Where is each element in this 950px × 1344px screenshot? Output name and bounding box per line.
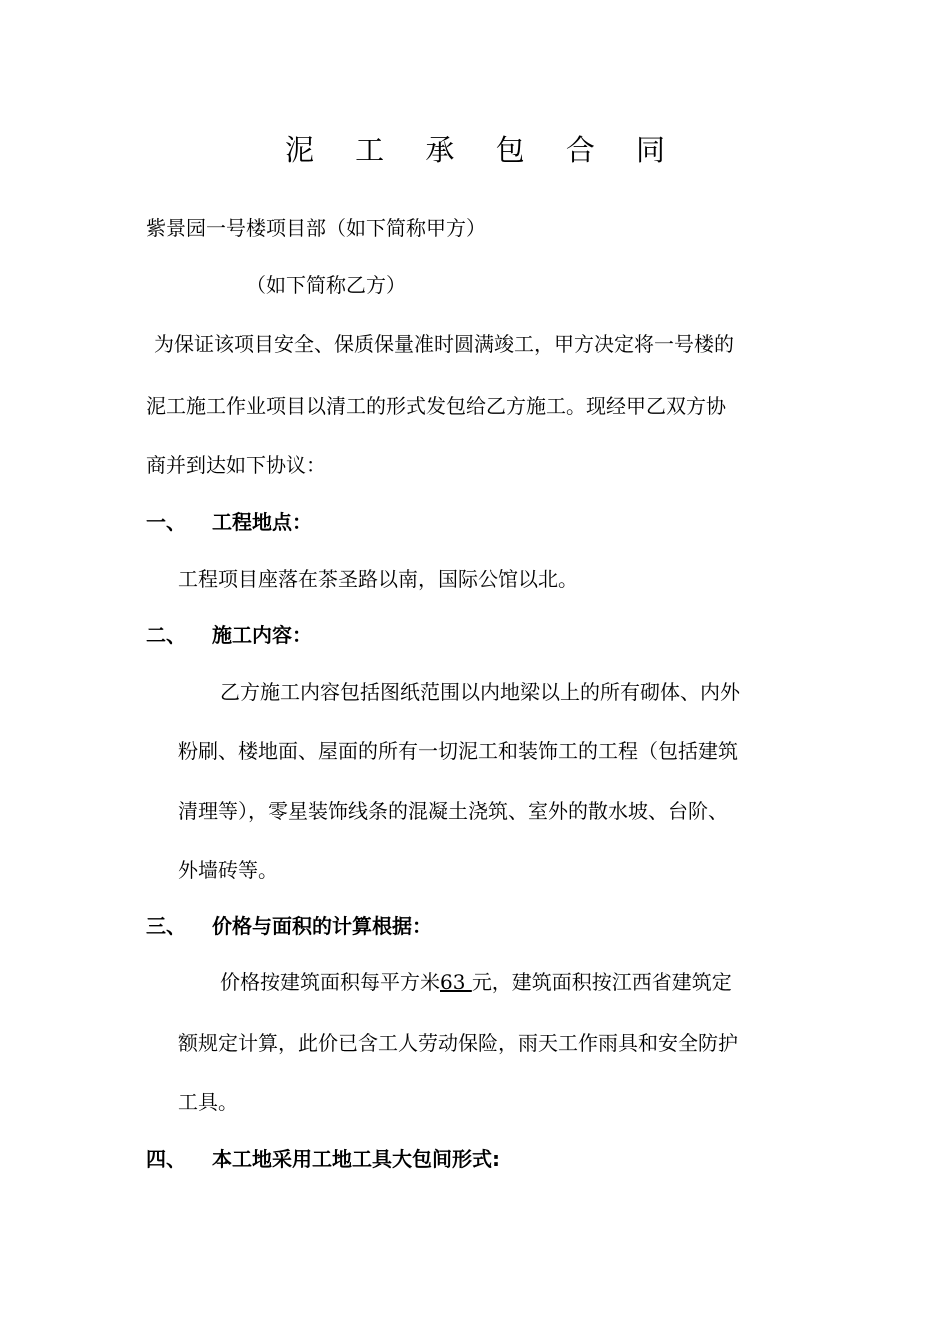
section-title: 本工地采用工地工具大包间形式: <box>212 1147 500 1171</box>
section-number: 三、 <box>146 914 186 938</box>
price-text-after: 元，建筑面积按江西省建筑定 <box>471 970 732 994</box>
price-value: 63 <box>440 970 472 994</box>
section-heading-3 <box>146 912 432 940</box>
intro-line: 为保证该项目安全、保质保量准时圆满竣工，甲方决定将一号楼的 <box>154 332 734 356</box>
section-heading-4 <box>146 1145 500 1173</box>
section-3-text: 额规定计算，此价已含工人劳动保险，雨天工作雨具和安全防护 <box>178 1031 738 1055</box>
party-b-line: （如下简称乙方） <box>246 273 406 297</box>
section-2-text: 乙方施工内容包括图纸范围以内地梁以上的所有砌体、内外 <box>220 680 740 704</box>
intro-line: 泥工施工作业项目以清工的形式发包给乙方施工。现经甲乙双方协 <box>146 394 726 418</box>
section-title: 施工内容： <box>212 623 312 647</box>
section-title: 价格与面积的计算根据： <box>212 914 432 938</box>
section-heading-1 <box>146 508 312 536</box>
intro-line: 商并到达如下协议： <box>146 453 326 477</box>
section-number: 二、 <box>146 623 186 647</box>
section-2-text: 清理等），零星装饰线条的混凝土浇筑、室外的散水坡、台阶、 <box>178 799 728 823</box>
document-title: 泥 工 承 包 合 同 <box>284 133 682 167</box>
section-heading-2 <box>146 621 312 649</box>
price-text-before: 价格按建筑面积每平方米 <box>220 970 440 994</box>
party-a-line: 紫景园一号楼项目部（如下简称甲方） <box>146 216 486 240</box>
section-1-text: 工程项目座落在茶圣路以南，国际公馆以北。 <box>178 567 578 591</box>
section-2-text: 粉刷、楼地面、屋面的所有一切泥工和装饰工的工程（包括建筑 <box>178 739 738 763</box>
price-line <box>220 968 732 996</box>
section-2-text: 外墙砖等。 <box>178 858 278 882</box>
section-number: 一、 <box>146 510 186 534</box>
section-title: 工程地点： <box>212 510 312 534</box>
section-3-text: 工具。 <box>178 1090 238 1114</box>
section-number: 四、 <box>146 1147 186 1171</box>
